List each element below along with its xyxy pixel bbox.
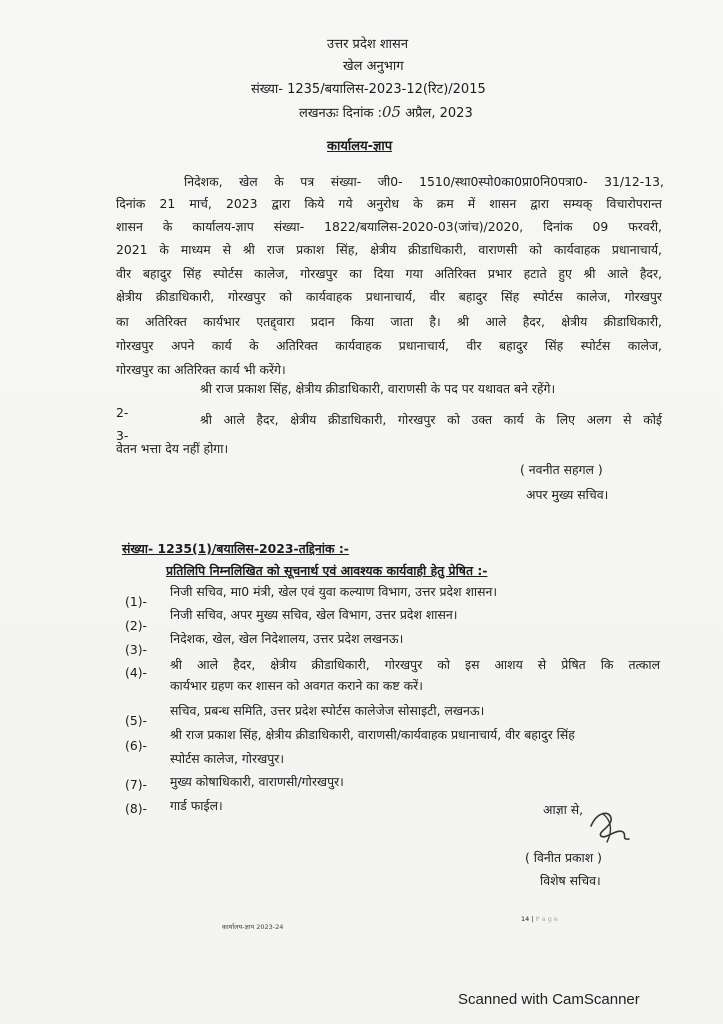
point-3-text-continued: वेतन भत्ता देय नहीं होगा।	[116, 441, 229, 456]
memo-title: कार्यालय-ज्ञाप	[327, 139, 393, 154]
copy-reference-number: संख्या- 1235(1)/बयालिस-2023-तद्दिनांक :-	[122, 541, 349, 556]
copy-item-text: श्री आले हैदर, क्षेत्रीय क्रीडाधिकारी, गोरखपुर को इस आशय से प्रेषित कि तत्काल	[170, 657, 660, 672]
header-department: खेल अनुभाग	[343, 59, 404, 74]
footer-left-label: कार्यालय-ज्ञाप 2023-24	[222, 923, 284, 931]
copy-item-text: श्री राज प्रकाश सिंह, क्षेत्रीय क्रीडाधिकारी, वाराणसी/कार्यवाहक प्रधानाचार्य, वीर बहादुर सिंह	[170, 727, 575, 742]
paragraph-line: क्षेत्रीय क्रीडाधिकारी, गोरखपुर को कार्यवाहक प्रधानाचार्य, वीर बहादुर सिंह स्पोर्टस कालेज, गोरखपुर	[116, 289, 662, 304]
copy-item-text-continued: कार्यभार ग्रहण कर शासन को अवगत कराने का कष्ट करें।	[170, 678, 423, 693]
copy-item-text: निजी सचिव, अपर मुख्य सचिव, खेल विभाग, उत्तर प्रदेश शासन।	[170, 607, 458, 622]
paragraph-line: शासन के कार्यालय-ज्ञाप संख्या- 1822/बयालिस-2020-03(जांच)/2020, दिनांक 09 फरवरी,	[116, 219, 662, 234]
footer-page-number	[521, 915, 558, 923]
copy-item-number: (1)-	[125, 594, 148, 609]
date-prefix: लखनऊः दिनांक :	[299, 106, 382, 121]
point-2-number: 2-	[116, 405, 129, 420]
signatory-1-name: ( नवनीत सहगल )	[520, 462, 603, 477]
by-order-text: आज्ञा से,	[543, 802, 584, 817]
copy-item-number: (2)-	[125, 618, 148, 633]
paragraph-line: निदेशक, खेल के पत्र संख्या- जी0- 1510/स्था0स्पो0का0प्रा0नि0पत्रा0- 31/12-13,	[184, 174, 664, 189]
header-state-government: उत्तर प्रदेश शासन	[327, 37, 409, 52]
page-label: P a g e	[535, 915, 558, 923]
copy-item-number: (5)-	[125, 713, 148, 728]
copy-item-number: (6)-	[125, 738, 148, 753]
paragraph-line: दिनांक 21 मार्च, 2023 द्वारा किये गये अनुरोध के क्रम में शासन द्वारा सम्यक् विचारोपरान्त	[116, 196, 662, 211]
date-handwritten-day: 05	[381, 103, 402, 121]
copy-item-text: मुख्य कोषाधिकारी, वाराणसी/गोरखपुर।	[170, 774, 344, 789]
copy-item-text: निजी सचिव, मा0 मंत्री, खेल एवं युवा कल्याण विभाग, उत्तर प्रदेश शासन।	[170, 584, 498, 599]
copy-item-text: निदेशक, खेल, खेल निदेशालय, उत्तर प्रदेश लखनऊ।	[170, 631, 404, 646]
copy-item-text: सचिव, प्रबन्ध समिति, उत्तर प्रदेश स्पोर्टस कालेजेज सोसाइटी, लखनऊ।	[170, 703, 485, 718]
scanner-watermark: Scanned with CamScanner	[458, 991, 640, 1008]
paragraph-line: 2021 के माध्यम से श्री राज प्रकाश सिंह, क्षेत्रीय क्रीडाधिकारी, वाराणसी को कार्यवाहक प्रधानाचार्य,	[116, 242, 662, 257]
page-number: 14 |	[521, 915, 534, 923]
signatory-2-designation: विशेष सचिव।	[540, 873, 601, 888]
copy-item-number: (8)-	[125, 801, 148, 816]
copy-heading: प्रतिलिपि निम्नलिखित को सूचनार्थ एवं आवश्यक कार्यवाही हेतु प्रेषित :-	[166, 563, 488, 578]
handwritten-signature	[583, 806, 633, 846]
copy-item-number: (3)-	[125, 642, 148, 657]
point-3-text: श्री आले हैदर, क्षेत्रीय क्रीडाधिकारी, गोरखपुर को उक्त कार्य के लिए अलग से कोई	[200, 412, 662, 427]
header-date	[299, 103, 473, 121]
point-2-text: श्री राज प्रकाश सिंह, क्षेत्रीय क्रीडाधिकारी, वाराणसी के पद पर यथावत बने रहेंगे।	[200, 381, 556, 396]
signatory-1-designation: अपर मुख्य सचिव।	[526, 487, 609, 502]
signatory-2-name: ( विनीत प्रकाश )	[525, 850, 602, 865]
copy-item-number: (7)-	[125, 777, 148, 792]
paragraph-line: गोरखपुर अपने कार्य के अतिरिक्त कार्यवाहक प्रधानाचार्य, वीर बहादुर सिंह स्पोर्टस कालेज,	[116, 338, 662, 353]
date-suffix: अप्रैल, 2023	[405, 106, 473, 121]
point-3-number: 3-	[116, 428, 129, 443]
header-reference-number: संख्या- 1235/बयालिस-2023-12(रिट)/2015	[251, 82, 486, 97]
paragraph-line: का अतिरिक्त कार्यभार एतद्द्वारा प्रदान किया जाता है। श्री आले हैदर, क्षेत्रीय क्रीडाधिकारी,	[116, 314, 662, 329]
copy-item-number: (4)-	[125, 665, 148, 680]
paragraph-line: वीर बहादुर सिंह स्पोर्टस कालेज, गोरखपुर का दिया गया अतिरिक्त प्रभार हटाते हुए श्री आले हैदर,	[116, 266, 662, 281]
paragraph-line: गोरखपुर का अतिरिक्त कार्य भी करेंगे।	[116, 362, 286, 377]
copy-item-text-continued: स्पोर्टस कालेज, गोरखपुर।	[170, 751, 285, 766]
copy-item-text: गार्ड फाईल।	[170, 798, 223, 813]
